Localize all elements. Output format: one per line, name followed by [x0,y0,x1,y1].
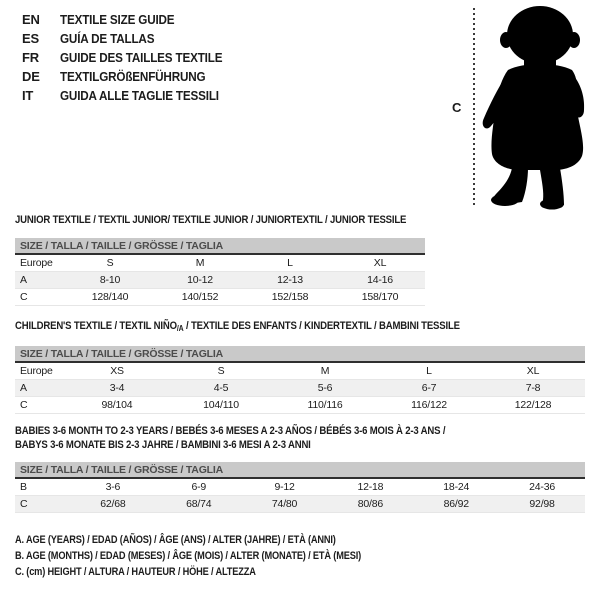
size-value-cell: 80/86 [327,496,413,513]
language-code: ES [22,31,39,46]
language-code: EN [22,12,40,27]
size-value-cell: 158/170 [335,289,425,306]
height-measure-figure [440,0,600,220]
babies-size-table [15,462,585,513]
junior-size-table [15,238,425,306]
size-value-cell: L [245,254,335,272]
size-bar: SIZE / TALLA / TAILLE / GRÖSSE / TAGLIA [15,238,425,254]
row-label-cell: C [15,397,65,414]
table-row [15,272,425,289]
size-value-cell: 104/110 [169,397,273,414]
size-value-cell: S [169,362,273,380]
row-label-cell: C [15,289,65,306]
size-value-cell: 62/68 [70,496,156,513]
babies-title-line1: BABIES 3-6 MONTH TO 2-3 YEARS / BEBÉS 3-6 MESES A 2-3 AÑOS / BÉBÉS 3-6 MOIS À 2-3 ANS / [15,425,446,437]
size-value-cell: 4-5 [169,380,273,397]
language-row [22,67,240,86]
table-row [15,289,425,306]
legend-line-b: B. AGE (MONTHS) / EDAD (MESES) / ÂGE (MOIS) / ALTER (MONATE) / ETÀ (MESI) [15,550,362,562]
size-value-cell: 8-10 [65,272,155,289]
language-row [22,10,240,29]
size-value-cell: 86/92 [413,496,499,513]
size-value-cell: 152/158 [245,289,335,306]
size-value-cell: 74/80 [242,496,328,513]
children-size-table [15,346,585,414]
table-row [15,362,585,380]
row-label-cell: Europe [15,254,65,272]
size-value-cell: XL [335,254,425,272]
children-table-title [15,319,460,336]
table-row [15,397,585,414]
table-row [15,478,585,496]
size-value-cell: 116/122 [377,397,481,414]
language-row [22,29,240,48]
size-value-cell: 12-18 [327,478,413,496]
size-value-cell: 3-4 [65,380,169,397]
language-header [22,10,240,105]
measurement-legend [15,532,427,580]
size-value-cell: 12-13 [245,272,335,289]
babies-table-title [15,424,445,452]
table-row [15,496,585,513]
size-value-cell: M [273,362,377,380]
legend-line-c: C. (cm) HEIGHT / ALTURA / HAUTEUR / HÖHE / ALTEZZA [15,566,256,578]
height-measure-label: C [452,100,462,115]
size-value-cell: 7-8 [481,380,585,397]
language-title: GUIDE DES TAILLES TEXTILE [60,50,223,65]
size-value-cell: 24-36 [499,478,585,496]
size-value-cell: 6-7 [377,380,481,397]
size-value-cell: 5-6 [273,380,377,397]
row-label-cell: A [15,272,65,289]
row-label-cell: C [15,496,70,513]
size-value-cell: L [377,362,481,380]
size-bar-row [15,346,585,362]
size-value-cell: 122/128 [481,397,585,414]
size-value-cell: 92/98 [499,496,585,513]
size-bar: SIZE / TALLA / TAILLE / GRÖSSE / TAGLIA [15,462,585,478]
size-value-cell: XS [65,362,169,380]
size-value-cell: 128/140 [65,289,155,306]
legend-line-a: A. AGE (YEARS) / EDAD (AÑOS) / ÂGE (ANS) / ALTER (JAHRE) / ETÀ (ANNI) [15,534,336,546]
table-row [15,380,585,397]
language-title: TEXTILGRÖßENFÜHRUNG [60,69,206,84]
children-title-subscript: /A [176,324,184,333]
size-bar: SIZE / TALLA / TAILLE / GRÖSSE / TAGLIA [15,346,585,362]
row-label-cell: B [15,478,70,496]
size-value-cell: 14-16 [335,272,425,289]
size-bar-row [15,462,585,478]
size-value-cell: 110/116 [273,397,377,414]
size-value-cell: 3-6 [70,478,156,496]
language-row [22,86,240,105]
size-value-cell: 6-9 [156,478,242,496]
size-value-cell: 9-12 [242,478,328,496]
size-value-cell: 18-24 [413,478,499,496]
size-value-cell: 98/104 [65,397,169,414]
language-title: GUÍA DE TALLAS [60,31,155,46]
row-label-cell: Europe [15,362,65,380]
language-code: DE [22,69,40,84]
size-value-cell: 140/152 [155,289,245,306]
children-title-text: / TEXTILE DES ENFANTS / KINDERTEXTIL / BAMBINI TESSILE [183,320,460,332]
size-value-cell: XL [481,362,585,380]
table-row [15,254,425,272]
height-dotted-line [473,8,475,206]
size-bar-row [15,238,425,254]
size-value-cell: 10-12 [155,272,245,289]
junior-table-title: JUNIOR TEXTILE / TEXTIL JUNIOR/ TEXTILE JUNIOR / JUNIORTEXTIL / JUNIOR TESSILE [15,214,407,226]
size-value-cell: 68/74 [156,496,242,513]
language-title: GUIDA ALLE TAGLIE TESSILI [60,88,219,103]
size-value-cell: S [65,254,155,272]
baby-silhouette-icon [478,4,596,212]
children-title-text: CHILDREN'S TEXTILE / TEXTIL NIÑO [15,320,177,332]
row-label-cell: A [15,380,65,397]
language-row [22,48,240,67]
language-title: TEXTILE SIZE GUIDE [60,12,175,27]
language-code: FR [22,50,39,65]
babies-title-line2: BABYS 3-6 MONATE BIS 2-3 JAHRE / BAMBINI 3-6 MESI A 2-3 ANNI [15,439,311,451]
size-value-cell: M [155,254,245,272]
language-code: IT [22,88,34,103]
